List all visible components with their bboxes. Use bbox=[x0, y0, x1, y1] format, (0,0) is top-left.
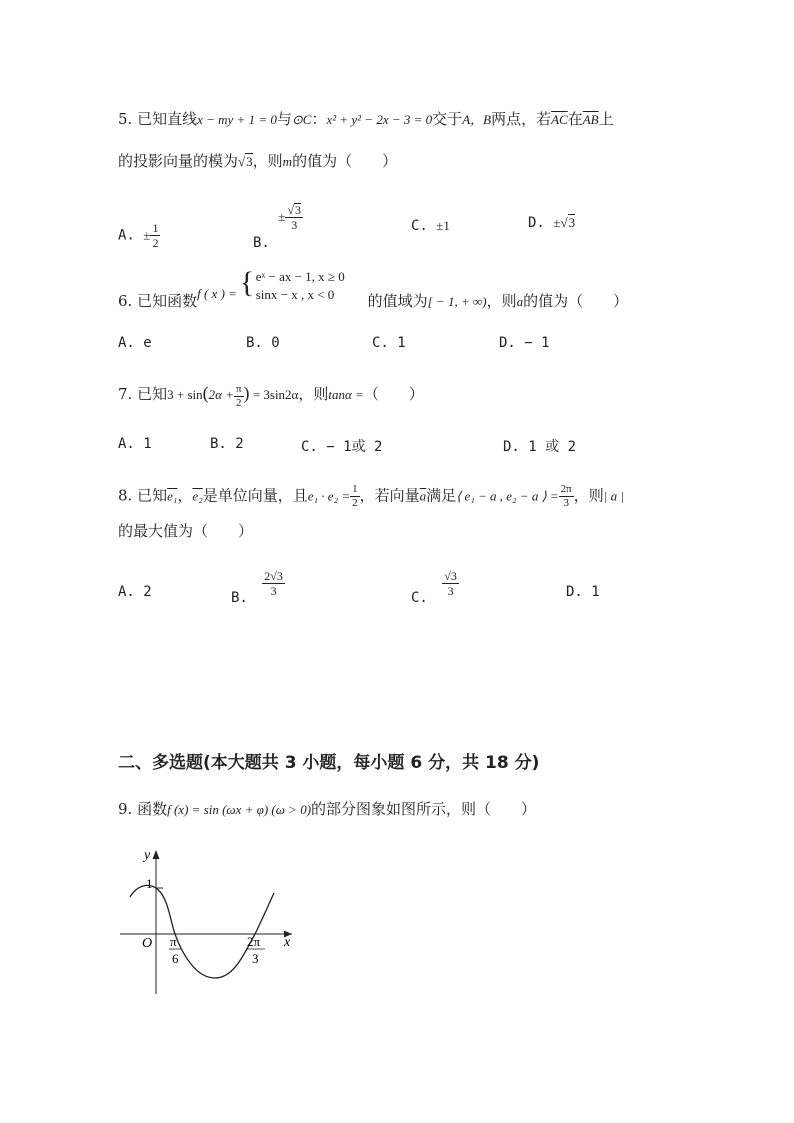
q6-option-c[interactable]: C. 1 bbox=[372, 335, 406, 351]
q6-case2: sinx − x , x < 0 bbox=[255, 287, 335, 302]
q9-sine-graph bbox=[116, 842, 306, 1002]
q5-line-equation: x − my + 1 = 0 bbox=[197, 112, 277, 127]
q5-number: 5. bbox=[118, 110, 133, 128]
q9-stem: 9. 函数f (x) = sin (ωx + φ) (ω > 0)的部分图象如图所示，则（ ） bbox=[118, 800, 537, 818]
q5-option-d[interactable]: D. ±√3 bbox=[528, 215, 576, 231]
q5-line1: 5. 已知直线x − my + 1 = 0与⊙C：x² + y² − 2x − 3 = 0交于A，B两点，若$\overline{AC}$在$\overline{AB}$上 bbox=[118, 110, 614, 128]
q6-number: 6. bbox=[118, 292, 133, 310]
q8-option-a[interactable]: A. 2 bbox=[118, 584, 152, 600]
pi-label: π bbox=[170, 934, 177, 949]
q5-option-c[interactable]: C. ±1 bbox=[411, 218, 450, 234]
q7-number: 7. bbox=[118, 385, 133, 403]
q7-option-a[interactable]: A. 1 bbox=[118, 436, 152, 452]
q6-stem: 6. 已知函数f ( x ) = { eˣ − ax − 1, x ≥ 0 sinx − x , x < 0 的值域为[ − 1, + ∞)，则a的值为（ ） bbox=[118, 266, 629, 310]
q5-line2: 的投影向量的模为√3，则m的值为（ ） bbox=[118, 152, 398, 170]
q6-option-d[interactable]: D. − 1 bbox=[499, 335, 550, 351]
q8-option-d[interactable]: D. 1 bbox=[566, 584, 600, 600]
y-axis-label: y bbox=[144, 848, 151, 863]
q7-option-c[interactable]: C. − 1或 2 bbox=[301, 439, 383, 455]
six-label: 6 bbox=[172, 951, 179, 966]
three-label: 3 bbox=[252, 951, 259, 966]
q8-option-c[interactable]: C. $\frac{√3}{3}$ bbox=[411, 569, 457, 606]
q6-range: [ − 1, + ∞) bbox=[427, 294, 487, 309]
q9-number: 9. bbox=[118, 800, 133, 818]
two-pi-label: 2π bbox=[247, 934, 261, 949]
section-heading: 二、多选题(本大题共 3 小题，每小题 6 分，共 18 分) bbox=[118, 753, 540, 773]
q8-angle: ⟨ e₁ − a , e₂ − a ⟩ = bbox=[456, 488, 559, 504]
origin-label: O bbox=[142, 936, 153, 951]
q9-function: f (x) = sin (ωx + φ) (ω > 0) bbox=[167, 802, 312, 817]
y-axis-arrow bbox=[153, 850, 160, 859]
q5-vector-ac: $\overline{AC}$ bbox=[551, 112, 568, 127]
q6-option-b[interactable]: B. 0 bbox=[246, 335, 280, 351]
q8-stem: 8. 已知e₁，e₂是单位向量，且e₁ · e₂ = $\frac{1}{2}$ ，若向量$\overline{a}$满足⟨ e₁ − a , e₂ − a ⟩ = $\frac{2\pi}{3}$ ，则| a | bbox=[118, 483, 624, 509]
q5-vector-ab: $\overline{AB}$ bbox=[582, 112, 599, 127]
q8-line2: 的最大值为（ ） bbox=[118, 522, 254, 540]
q5-option-a[interactable]: A. ± $\frac{1}{2}$ bbox=[118, 221, 159, 250]
q8-number: 8. bbox=[118, 486, 133, 505]
y-one-label: 1 bbox=[146, 876, 153, 891]
q8-dot-product: e₁ · e₂ = bbox=[307, 488, 351, 504]
q7-stem: 7. 已知3 + sin(2α + $\frac{\pi}{2}$ ) = 3sin2α，则tanα =（ ） bbox=[118, 382, 424, 409]
q5-option-b[interactable]: B. ± $\frac{√3}{3}$ bbox=[253, 203, 302, 251]
q8-option-b[interactable]: B. $\frac{2√3}{3}$ bbox=[231, 569, 283, 606]
q7-option-d[interactable]: D. 1 或 2 bbox=[503, 439, 577, 455]
q7-equation: 3 + sin(2α + $\frac{\pi}{2}$ ) = 3sin2α bbox=[167, 382, 299, 409]
q5-circle-symbol: ⊙C bbox=[291, 112, 312, 127]
q7-option-b[interactable]: B. 2 bbox=[210, 436, 244, 452]
x-axis-label: x bbox=[284, 935, 291, 950]
q5-circle-equation: x² + y² − 2x − 3 = 0 bbox=[326, 112, 433, 127]
q6-case1: eˣ − ax − 1, x ≥ 0 bbox=[255, 269, 345, 284]
q6-option-a[interactable]: A. e bbox=[118, 335, 152, 351]
